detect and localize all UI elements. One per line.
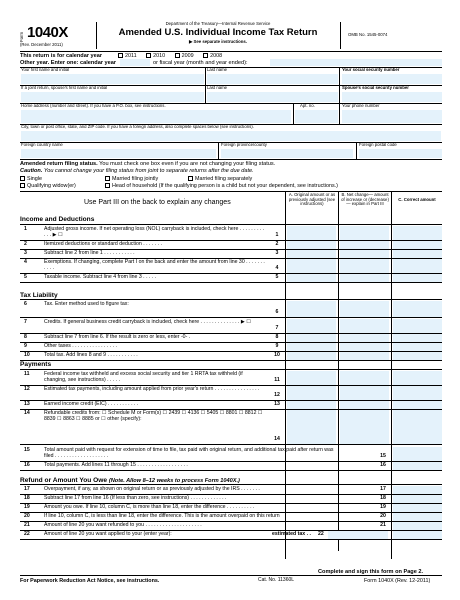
year-2010-label: 2010	[153, 53, 166, 59]
line-number: 18	[24, 495, 30, 501]
city-label: City, town or post office, state, and ZIP code. If you have a foreign address, also complete spaces below (see instructions).	[21, 124, 254, 129]
refund-section-heading	[20, 477, 240, 485]
line-ref: 10	[274, 352, 280, 358]
line-number: 12	[24, 386, 30, 392]
other-year-label: Other year. Enter one: calendar year	[20, 60, 117, 66]
line-11-col-b-input[interactable]	[340, 371, 389, 385]
line-description: Total amount paid with request for extension of time to file, tax paid with original return, and additional tax paid after return was filed . . . . . . . . . . . . . . . . . . .	[44, 447, 334, 459]
refund-section-title: Refund or Amount You Owe	[20, 477, 108, 484]
line-number: 9	[24, 343, 27, 349]
line-description: Adjusted gross income. If net operating loss (NOL) carryback is included, check here . . . . . . . . . . . . ▶ ☐	[44, 226, 265, 238]
line-ref: 19	[380, 504, 386, 510]
line-5-col-b-input[interactable]	[340, 274, 389, 282]
line-ref: 18	[380, 495, 386, 501]
calendar-year-input[interactable]	[120, 59, 150, 66]
line-ref: 2	[275, 241, 279, 247]
year-2011-checkbox[interactable]	[118, 53, 123, 58]
line-3-col-c-input[interactable]	[393, 250, 442, 258]
line-12-col-c-input[interactable]	[393, 386, 442, 400]
form-footer-id: Form 1040X (Rev. 12-2011)	[364, 578, 431, 584]
line-14-col-c-input[interactable]	[393, 410, 442, 444]
estimated-tax-label: estimated tax . .	[272, 531, 311, 537]
line-description: Overpayment, if any, as shown on original return or as previously adjusted by the IRS . . . . . . .	[44, 486, 260, 492]
line-description: If line 10, column C, is less than line 18, enter the difference. This is the amount overpaid on this return	[44, 513, 280, 519]
line-21-amount-input[interactable]	[393, 522, 442, 530]
single-checkbox[interactable]	[20, 176, 25, 181]
use-part-iii-note: Use Part III on the back to explain any changes	[84, 199, 231, 206]
line-14-col-b-input[interactable]	[340, 410, 389, 444]
line-12-col-b-input[interactable]	[340, 386, 389, 400]
qw-label: Qualifying widow(er)	[27, 183, 76, 189]
fiscal-year-input[interactable]	[270, 59, 442, 66]
row-divider	[20, 360, 442, 361]
tax-liability-section-title: Tax Liability	[20, 292, 58, 299]
caution-text: You cannot change your filing status from joint to separate returns after the due date.	[43, 168, 254, 174]
tax-year-label: This return is for calendar year	[20, 53, 103, 59]
first-name-input[interactable]	[21, 74, 204, 84]
line-8-col-a-input[interactable]	[287, 334, 336, 342]
filing-status-caution	[20, 168, 442, 174]
line-number: 6	[24, 301, 27, 307]
year-2008-checkbox[interactable]	[203, 53, 208, 58]
line-9-col-a-input[interactable]	[287, 343, 336, 351]
line-number: 13	[24, 401, 30, 407]
line-number: 16	[24, 462, 30, 468]
filing-status-option-hoh[interactable]	[105, 183, 338, 189]
line-1-col-c-input[interactable]	[393, 226, 442, 240]
line-2-col-a-input[interactable]	[287, 241, 336, 249]
line-description: Earned income credit (EIC) . . . . . . . . . . .	[44, 401, 139, 407]
filing-status-option-single[interactable]	[20, 176, 42, 182]
line-number: 7	[24, 319, 27, 325]
row-divider	[20, 282, 442, 283]
line-9-col-b-input[interactable]	[340, 343, 389, 351]
line-description: Refundable credits from: ☐ Schedule M or Form(s) ☐ 2439 ☐ 4136 ☐ 5405 ☐ 8801 ☐ 8812 ☐ 8839 ☐ 8863 ☐ 8885 or ☐ other (specify):	[44, 410, 263, 422]
line-number: 5	[24, 274, 27, 280]
year-2009-label: 2009	[181, 53, 194, 59]
line-description: Amount of line 20 you want applied to your (enter year):	[44, 531, 172, 537]
line-number: 20	[24, 513, 30, 519]
line-13-col-c-input[interactable]	[393, 401, 442, 409]
line-description: Credits. If general business credit carryback is included, check here . . . . . . . . . . . . . . ▶ ☐	[44, 319, 251, 325]
line-description: Subtract line 17 from line 16 (If less than zero, see instructions) . . . . . . . . . . . . .	[44, 495, 227, 501]
line-10-col-c-input[interactable]	[393, 352, 442, 360]
line-number: 19	[24, 504, 30, 510]
line-ref: 20	[380, 513, 386, 519]
line-9-col-c-input[interactable]	[393, 343, 442, 351]
last-name-input[interactable]	[207, 74, 338, 84]
line-18-amount-input[interactable]	[393, 495, 442, 503]
row-divider	[20, 539, 442, 540]
line-2-col-c-input[interactable]	[393, 241, 442, 249]
filing-status-instruction: You must check one box even if you are not changing your filing status.	[99, 161, 276, 167]
apt-input[interactable]	[295, 110, 338, 123]
line-4-col-b-input[interactable]	[340, 259, 389, 273]
spouse-first-name-input[interactable]	[21, 92, 204, 102]
complete-sign-note: Complete and sign this form on Page 2.	[318, 569, 424, 575]
foreign-province-input[interactable]	[221, 149, 353, 158]
first-name-label: Your first name and initial	[21, 67, 70, 72]
section-divider	[20, 299, 442, 300]
phone-label: Your phone number	[342, 103, 380, 108]
form-title: Amended U.S. Individual Income Tax Return	[118, 26, 318, 38]
line-ref: 11	[274, 377, 280, 383]
line-7-col-b-input[interactable]	[340, 319, 389, 333]
line-11-col-c-input[interactable]	[393, 371, 442, 385]
line-ref: 8	[275, 334, 279, 340]
line-ref: 5	[275, 274, 279, 280]
cat-number: Cat. No. 11360L	[258, 577, 295, 583]
line-1-col-a-input[interactable]	[287, 226, 336, 240]
mfs-label: Married filing separately	[195, 176, 253, 182]
col-a-heading: A. Original amount or as previously adjusted (see instructions)	[288, 192, 336, 206]
apt-label: Apt. no.	[300, 103, 315, 108]
line-20-amount-input[interactable]	[393, 513, 442, 521]
section-divider	[20, 369, 442, 370]
payments-section-title: Payments	[20, 361, 52, 368]
line-ref: 3	[275, 250, 279, 256]
filing-status-option-qw[interactable]	[20, 183, 76, 189]
spouse-first-name-label: If a joint return, spouse's first name and initial	[21, 85, 108, 90]
city-input[interactable]	[21, 131, 441, 141]
line-8-col-b-input[interactable]	[340, 334, 389, 342]
line-description: Taxable income. Subtract line 4 from line 3 . . . . .	[44, 274, 157, 280]
line-ref: 17	[380, 486, 386, 492]
foreign-postal-label: Foreign postal code	[359, 142, 397, 147]
filing-status-option-mfs[interactable]	[188, 176, 252, 182]
line-6-col-b-input[interactable]	[340, 301, 389, 317]
row-divider	[20, 444, 442, 445]
line-ref: 22	[318, 531, 324, 537]
line-22-amount-input[interactable]	[393, 531, 442, 539]
line-ref: 6	[275, 309, 279, 315]
spouse-last-name-input[interactable]	[207, 92, 338, 102]
line-3-col-b-input[interactable]	[340, 250, 389, 258]
line-number: 15	[24, 447, 30, 453]
line-description: Tax. Enter method used to figure tax:	[44, 301, 129, 307]
line-ref: 12	[274, 392, 280, 398]
ssn-input[interactable]	[342, 74, 442, 84]
line-ref: 14	[274, 436, 280, 442]
line-description: Federal income tax withheld and excess social security and tier 1 RRTA tax withheld (if changing, see instructions) . . . . .	[44, 371, 243, 383]
foreign-country-input[interactable]	[21, 149, 216, 158]
line-8-col-c-input[interactable]	[393, 334, 442, 342]
line-6-col-a-input[interactable]	[287, 301, 336, 317]
line-10-col-a-input[interactable]	[287, 352, 336, 360]
ssn-label: Your social security number	[342, 67, 400, 72]
line-number: 17	[24, 486, 30, 492]
line-ref: 13	[274, 401, 280, 407]
line-ref: 7	[275, 325, 279, 331]
line-3-col-a-input[interactable]	[287, 250, 336, 258]
line-19-amount-input[interactable]	[393, 504, 442, 512]
home-address-input[interactable]	[21, 110, 291, 123]
line-5-col-a-input[interactable]	[287, 274, 336, 282]
line-description: Itemized deductions or standard deduction . . . . . . .	[44, 241, 162, 247]
paperwork-notice: For Paperwork Reduction Act Notice, see instructions.	[20, 578, 160, 584]
line-4-col-c-input[interactable]	[393, 259, 442, 273]
col-b-heading: B. Net change— amount of increase or (decrease)— explain in Part III	[341, 192, 389, 206]
line-number: 11	[24, 371, 30, 377]
spouse-last-name-label: Last name	[207, 85, 228, 90]
fiscal-year-label: or fiscal year (month and year ended):	[153, 60, 248, 66]
row-divider	[20, 317, 442, 318]
line-14-col-a-input[interactable]	[287, 410, 336, 444]
line-description: Estimated tax payments, including amount applied from prior year's return . . . . . . . . . . . . . . . .	[44, 386, 260, 392]
filing-status-title: Amended return filing status.	[20, 161, 98, 167]
line-ref: 21	[380, 522, 386, 528]
caution-label: Caution.	[20, 168, 43, 174]
hoh-label: Head of household (If the qualifying person is a child but not your dependent, see instructions.)	[112, 183, 338, 189]
hoh-checkbox[interactable]	[105, 183, 110, 188]
filing-status-heading	[20, 161, 442, 167]
line-ref: 9	[275, 343, 279, 349]
form-word: Form	[19, 31, 24, 42]
phone-input[interactable]	[342, 110, 442, 123]
spouse-ssn-label: Spouse's social security number	[342, 85, 409, 90]
foreign-province-label: Foreign province/county	[221, 142, 267, 147]
line-6-col-c-input[interactable]	[393, 301, 442, 317]
home-address-label: Home address (number and street). If you have a P.O. box, see instructions.	[21, 103, 166, 108]
line-description: Exemptions. If changing, complete Part I on the back and enter the amount from line 30 . . . . . . . . . . .	[44, 259, 265, 271]
filing-status-option-mfj[interactable]	[105, 176, 158, 182]
line-1-col-b-input[interactable]	[340, 226, 389, 240]
line-ref: 1	[275, 232, 279, 238]
line-15-amount-input[interactable]	[393, 447, 442, 461]
line-description: Subtract line 7 from line 6. If the result is zero or less, enter -0- .	[44, 334, 191, 340]
line-10-col-b-input[interactable]	[340, 352, 389, 360]
line-description: Amount you owe. If line 10, column C, is more than line 18, enter the difference . . . . . . . . . .	[44, 504, 255, 510]
line-number: 22	[24, 531, 30, 537]
year-2009-checkbox[interactable]	[175, 53, 180, 58]
year-2010-checkbox[interactable]	[146, 53, 151, 58]
line-number: 3	[24, 250, 27, 256]
mfs-checkbox[interactable]	[188, 176, 193, 181]
line-5-col-c-input[interactable]	[393, 274, 442, 282]
revision-date: (Rev. December 2011)	[20, 42, 63, 47]
foreign-postal-input[interactable]	[359, 149, 442, 158]
qw-checkbox[interactable]	[20, 183, 25, 188]
line-2-col-b-input[interactable]	[340, 241, 389, 249]
omb-number: OMB No. 1545-0074	[348, 32, 388, 37]
line-17-amount-input[interactable]	[393, 486, 442, 494]
line-description: Other taxes . . . . . . . . . . . . . . . .	[44, 343, 117, 349]
foreign-country-label: Foreign country name	[21, 142, 63, 147]
line-ref: 15	[380, 453, 386, 459]
line-4-col-a-input[interactable]	[287, 259, 336, 273]
line-12-col-a-input[interactable]	[287, 386, 336, 400]
line-number: 21	[24, 522, 30, 528]
see-instructions: ▶ See separate instructions.	[189, 38, 247, 44]
line-ref: 4	[275, 265, 279, 271]
year-2011-label: 2011	[125, 53, 137, 59]
line-description: Amount of line 20 you want refunded to you . . . . . . . . . . . . . . . . . . . .	[44, 522, 202, 528]
form-number: 1040X	[27, 24, 68, 41]
col-c-heading: C. Correct amount	[398, 197, 436, 202]
line-7-col-c-input[interactable]	[393, 319, 442, 333]
agency-name: Department of the Treasury—Internal Revenue Service	[165, 21, 271, 26]
spouse-ssn-input[interactable]	[342, 92, 442, 102]
line-ref: 16	[380, 462, 386, 468]
line-number: 2	[24, 241, 27, 247]
line-16-amount-input[interactable]	[393, 462, 442, 470]
year-2008-label: 2008	[210, 53, 223, 59]
refund-processing-note: (Note. Allow 8–12 weeks to process Form 1040X.)	[108, 478, 240, 484]
line-number: 14	[24, 410, 30, 416]
last-name-label: Last name	[207, 67, 228, 72]
mfj-label: Married filing jointly	[112, 176, 159, 182]
line-13-col-b-input[interactable]	[340, 401, 389, 409]
line-description: Total tax. Add lines 8 and 9 . . . . . . . . . . .	[44, 352, 138, 358]
line-11-col-a-input[interactable]	[287, 371, 336, 385]
line-description: Subtract line 2 from line 1 . . . . . . . . . . .	[44, 250, 135, 256]
line-description: Total payments. Add lines 11 through 15 . . . . . . . . . . . . . . . . . .	[44, 462, 188, 468]
line-number: 1	[24, 226, 27, 232]
income-section-title: Income and Deductions	[20, 216, 95, 223]
line-7-col-a-input[interactable]	[287, 319, 336, 333]
line-13-col-a-input[interactable]	[287, 401, 336, 409]
line-number: 10	[24, 352, 30, 358]
line-22-applied-input[interactable]	[328, 531, 388, 539]
line-number: 8	[24, 334, 27, 340]
row-divider	[20, 470, 442, 471]
single-label: Single	[27, 176, 42, 182]
line-number: 4	[24, 259, 27, 265]
mfj-checkbox[interactable]	[105, 176, 110, 181]
